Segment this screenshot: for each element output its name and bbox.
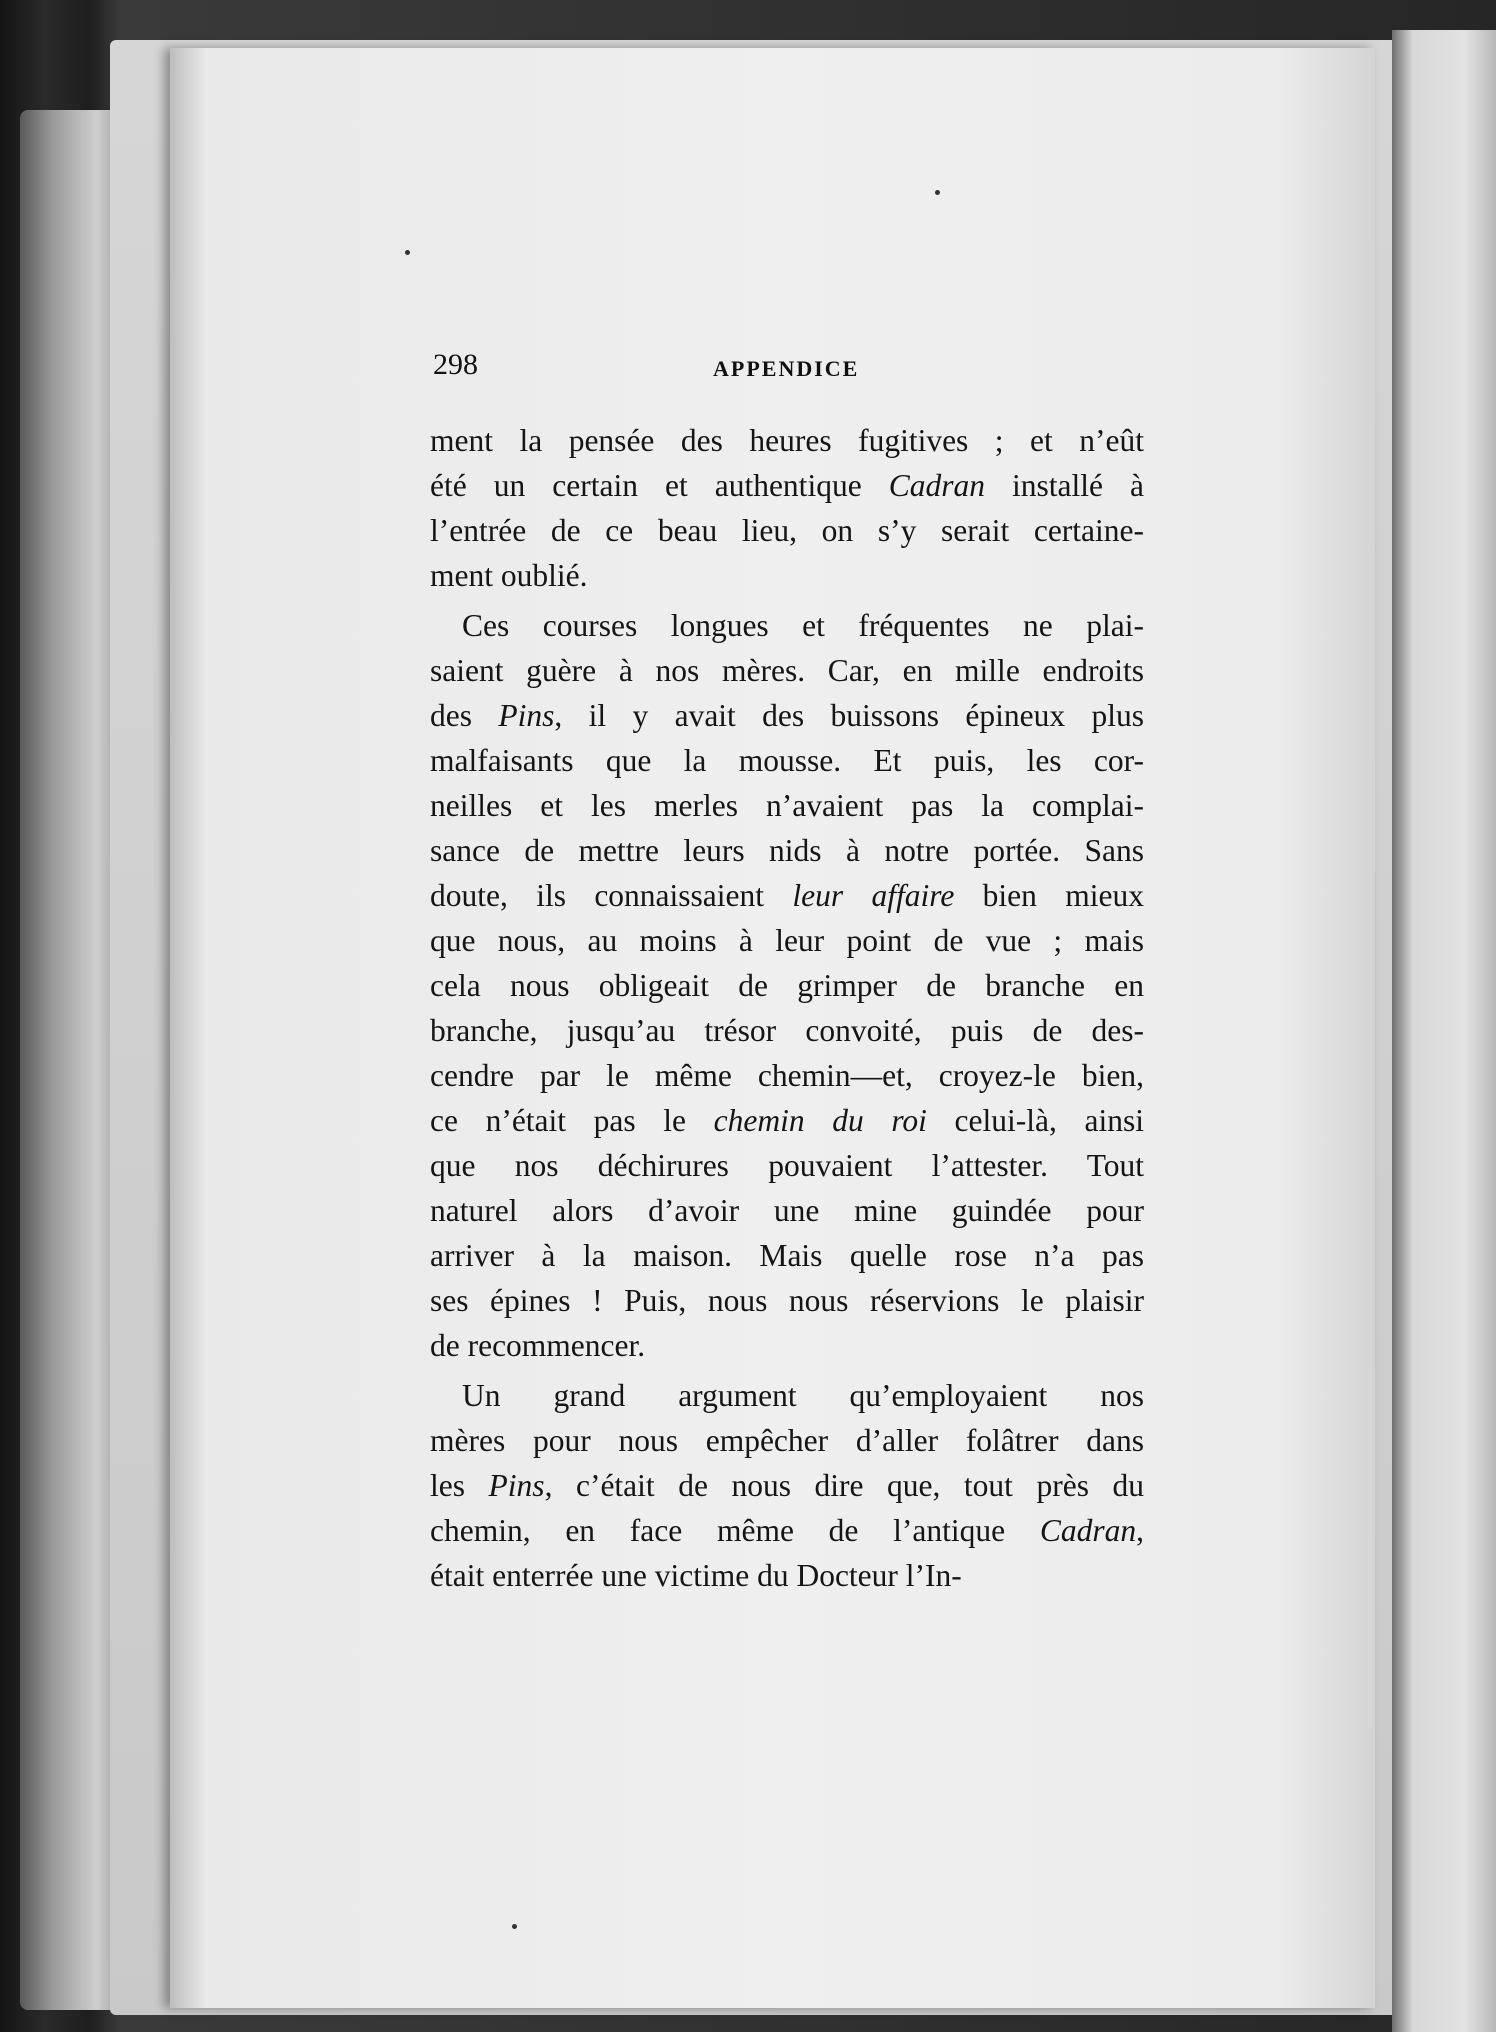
text-line: chemin, en face même de l’antique Cadran, bbox=[430, 1513, 1144, 1548]
text-line: que nos déchirures pouvaient l’attester. Tout bbox=[430, 1148, 1144, 1183]
text-line: naturel alors d’avoir une mine guindée pour bbox=[430, 1193, 1144, 1228]
paragraph bbox=[430, 1373, 1144, 1598]
text-line: les Pins, c’était de nous dire que, tout près du bbox=[430, 1468, 1144, 1503]
text-line: arriver à la maison. Mais quelle rose n’a pas bbox=[430, 1238, 1144, 1273]
italic-text: Cadran bbox=[1039, 1513, 1137, 1548]
text-line: cendre par le même chemin—et, croyez-le bien, bbox=[430, 1058, 1144, 1093]
speck bbox=[935, 190, 940, 195]
text-line: ment la pensée des heures fugitives ; et n’eût bbox=[430, 423, 1144, 458]
text-line: l’entrée de ce beau lieu, on s’y serait certaine- bbox=[430, 513, 1144, 548]
speck bbox=[512, 1924, 517, 1929]
page-number: 298 bbox=[433, 348, 478, 381]
speck bbox=[405, 250, 410, 255]
text-line: mères pour nous empêcher d’aller folâtrer dans bbox=[430, 1423, 1144, 1458]
italic-text: Pins bbox=[498, 698, 555, 733]
paragraph bbox=[430, 603, 1144, 1368]
text-line: neilles et les merles n’avaient pas la complai- bbox=[430, 788, 1144, 823]
text-line: cela nous obligeait de grimper de branche en bbox=[430, 968, 1144, 1003]
text-line: Ces courses longues et fréquentes ne plai- bbox=[462, 608, 1144, 643]
text-line: que nous, au moins à leur point de vue ; mais bbox=[430, 923, 1144, 958]
running-head: APPENDICE bbox=[713, 356, 860, 381]
italic-text: leur affaire bbox=[792, 878, 955, 913]
italic-text: Pins bbox=[488, 1468, 545, 1503]
page-header bbox=[433, 348, 1153, 398]
text-line: ce n’était pas le chemin du roi celui-là, ainsi bbox=[430, 1103, 1144, 1138]
text-line: ment oublié. bbox=[430, 558, 588, 593]
paragraph bbox=[430, 418, 1144, 598]
text-line: été un certain et authentique Cadran installé à bbox=[430, 468, 1144, 503]
text-line: des Pins, il y avait des buissons épineux plus bbox=[430, 698, 1144, 733]
text-line: malfaisants que la mousse. Et puis, les cor- bbox=[430, 743, 1144, 778]
text-line: branche, jusqu’au trésor convoité, puis de des- bbox=[430, 1013, 1144, 1048]
text-line: ses épines ! Puis, nous nous réservions le plaisir bbox=[430, 1283, 1144, 1318]
text-line: sance de mettre leurs nids à notre portée. Sans bbox=[430, 833, 1144, 868]
text-line: doute, ils connaissaient leur affaire bien mieux bbox=[430, 878, 1144, 913]
text-line: de recommencer. bbox=[430, 1328, 646, 1363]
facing-page-edge bbox=[1392, 30, 1496, 2032]
italic-text: chemin du roi bbox=[713, 1103, 927, 1138]
text-line: saient guère à nos mères. Car, en mille endroits bbox=[430, 653, 1144, 688]
text-line: était enterrée une victime du Docteur l’In- bbox=[430, 1558, 962, 1593]
italic-text: Cadran bbox=[888, 468, 985, 503]
body-text bbox=[430, 418, 1144, 1598]
text-line: Un grand argument qu’employaient nos bbox=[462, 1378, 1144, 1413]
